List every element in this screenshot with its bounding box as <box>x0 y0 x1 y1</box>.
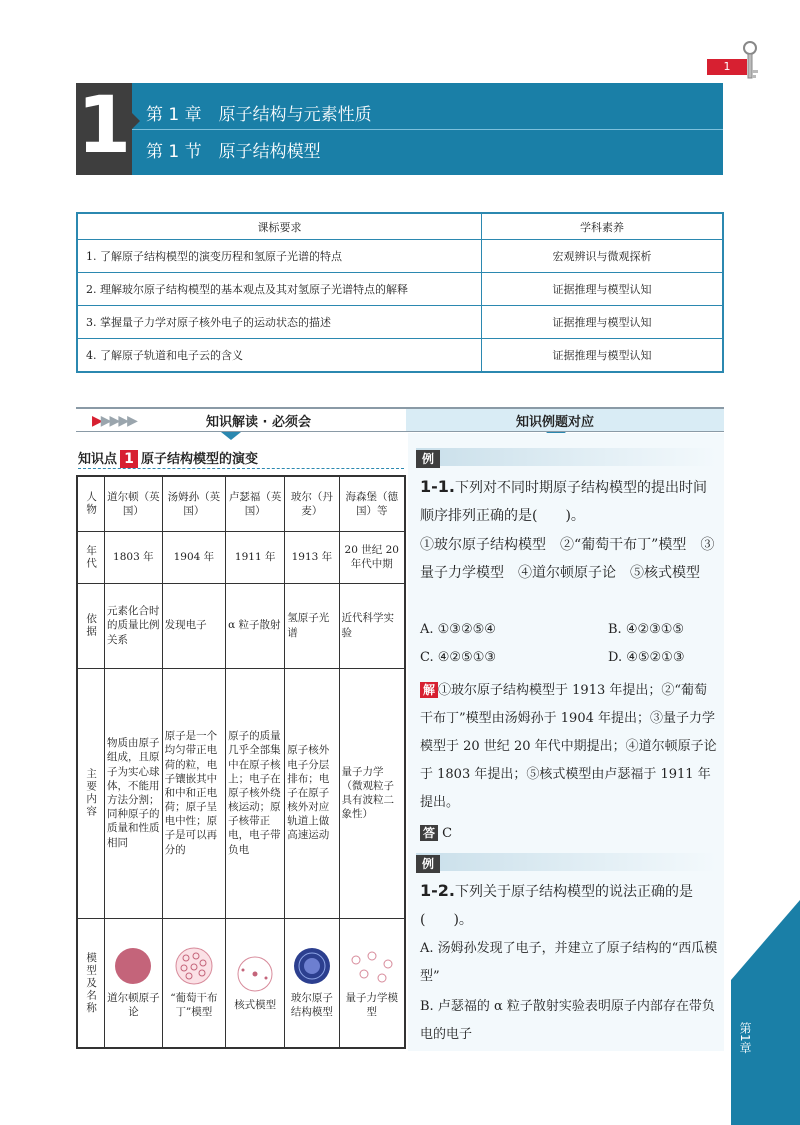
table-row-basis <box>77 583 405 668</box>
requirement-cell: 3. 掌握量子力学对原子核外电子的运动状态的描述 <box>77 306 482 339</box>
model-name: 核式模型 <box>234 998 277 1011</box>
year-cell: 1911 年 <box>226 531 285 583</box>
table-row <box>77 240 723 273</box>
pointer-left-icon <box>221 432 241 440</box>
table-row-models <box>77 918 405 1048</box>
kp-label: 知识点 <box>78 452 118 467</box>
model-cell-dalton <box>105 918 163 1048</box>
key-icon <box>737 40 763 84</box>
header-curriculum: 课标要求 <box>77 213 482 240</box>
requirement-cell: 2. 理解玻尔原子结构模型的基本观点及其对氢原子光谱特点的解释 <box>77 273 482 306</box>
option-b: B. 卢瑟福的 α 粒子散射实验表明原子内部存在带负电的电子 <box>420 999 715 1042</box>
question-text: 下列关于原子结构模型的说法正确的是( )。 <box>420 884 693 928</box>
literacy-cell: 证据推理与模型认知 <box>482 273 724 306</box>
content-cell: 原子的质量几乎全部集中在原子核上；电子在原子核外绕核运动；原子核带正电，电子带负电 <box>226 668 285 918</box>
content-cell: 量子力学（微观粒子具有波粒二象性） <box>339 668 405 918</box>
model-cell-rutherford <box>226 918 285 1048</box>
header-literacy: 学科素养 <box>482 213 724 240</box>
table-row <box>77 273 723 306</box>
chapter-number: 1 <box>76 81 132 171</box>
bohr-model-icon <box>292 946 332 986</box>
solid-sphere-icon <box>113 946 153 986</box>
row-head-people <box>77 476 105 531</box>
table-row-people <box>77 476 405 531</box>
example-tag <box>416 448 716 466</box>
table-row <box>77 306 723 339</box>
basis-cell: 氢原子光谱 <box>285 583 339 668</box>
year-cell: 1913 年 <box>285 531 339 583</box>
question-number: 1-2. <box>420 881 455 900</box>
plum-pudding-icon <box>172 946 216 986</box>
basis-cell: 元素化合时的质量比例关系 <box>105 583 163 668</box>
table-row <box>77 339 723 373</box>
content-cell: 原子是一个均匀带正电荷的粒，电子镶嵌其中和中和正电荷；原子呈电中性；原子是可以再分的 <box>162 668 225 918</box>
arrows-icon: ▶▶▶▶▶ <box>92 413 136 429</box>
row-head-label: 人物 <box>85 491 98 517</box>
solution-text: ①玻尔原子结构模型于 1913 年提出；②“葡萄干布丁”模型由汤姆孙于 1904 年提出；③量子力学模型于 20 世纪 20 年代中期提出；④道尔顿原子论于 1803 年提出；⑤核式模型由卢瑟福于 1911 年提出。 <box>420 683 717 810</box>
basis-cell: 发现电子 <box>162 583 225 668</box>
kp-title: 原子结构模型的演变 <box>141 452 259 467</box>
example-label: 例 <box>416 855 440 873</box>
page-number: 1 <box>707 59 747 75</box>
example-tag <box>416 853 716 871</box>
row-head-basis <box>77 583 105 668</box>
row-head-label: 模型及名称 <box>85 951 98 1014</box>
option-a: A. ①③②⑤④ <box>420 622 496 637</box>
person-cell: 卢瑟福（英国） <box>226 476 285 531</box>
row-head-label: 主要内容 <box>85 768 98 818</box>
table-row-years <box>77 531 405 583</box>
quantum-model-icon <box>344 946 400 986</box>
content-cell: 物质由原子组成，且原子为实心球体，不能用方法分割；同种原子的质量和性质相同 <box>105 668 163 918</box>
kp-number: 1 <box>120 450 138 468</box>
chapter-side-tab <box>731 900 800 1125</box>
nuclear-model-icon <box>235 954 275 994</box>
model-evolution-table <box>76 475 406 1049</box>
question-stem <box>420 473 718 530</box>
question-stem <box>420 877 718 934</box>
year-cell: 1904 年 <box>162 531 225 583</box>
banner-right-label: 知识例题对应 <box>516 415 595 430</box>
person-cell: 汤姆孙（英国） <box>162 476 225 531</box>
section-title: 第 1 节 原子结构模型 <box>146 142 321 162</box>
literacy-cell: 证据推理与模型认知 <box>482 339 724 373</box>
example-label: 例 <box>416 450 440 468</box>
option-a: A. 汤姆孙发现了电子，并建立了原子结构的“西瓜模型” <box>420 941 718 984</box>
row-head-models <box>77 918 105 1048</box>
chapter-title: 第 1 章 原子结构与元素性质 <box>146 105 372 125</box>
option-d: D. ④⑤②①③ <box>608 650 685 665</box>
model-cell-thomson <box>162 918 225 1048</box>
table-row-contents <box>77 668 405 918</box>
answer-text: C <box>442 826 453 841</box>
model-name: 道尔顿原子论 <box>107 991 160 1018</box>
literacy-cell: 证据推理与模型认知 <box>482 306 724 339</box>
row-head-label: 年代 <box>85 544 98 570</box>
solution-block <box>420 677 718 817</box>
knowledge-point-header <box>78 448 258 468</box>
literacy-cell: 宏观辨识与微观探析 <box>482 240 724 273</box>
standards-table <box>76 212 724 373</box>
section-banner <box>76 407 724 432</box>
question-items: ①玻尔原子结构模型 ②“葡萄干布丁”模型 ③量子力学模型 ④道尔顿原子论 ⑤核式模型 <box>420 537 715 581</box>
row-head-label: 依据 <box>85 613 98 638</box>
person-cell: 海森堡（德国）等 <box>339 476 405 531</box>
row-head-years <box>77 531 105 583</box>
basis-cell: 近代科学实验 <box>339 583 405 668</box>
year-cell: 20 世纪 20 年代中期 <box>339 531 405 583</box>
model-name: 玻尔原子结构模型 <box>290 991 333 1018</box>
year-cell: 1803 年 <box>105 531 163 583</box>
table-header-row <box>77 213 723 240</box>
header-divider <box>132 129 723 130</box>
banner-left-label: 知识解读 · 必须会 <box>206 415 311 430</box>
person-cell: 道尔顿（英国） <box>105 476 163 531</box>
answer-tag: 答 <box>420 825 438 841</box>
model-name: “葡萄干布丁”模型 <box>170 991 218 1018</box>
model-cell-quantum <box>339 918 405 1048</box>
answer-block <box>420 820 718 848</box>
basis-cell: α 粒子散射 <box>226 583 285 668</box>
row-head-contents <box>77 668 105 918</box>
model-name: 量子力学模型 <box>345 991 398 1018</box>
kp-divider <box>78 468 404 469</box>
requirement-cell: 4. 了解原子轨道和电子云的含义 <box>77 339 482 373</box>
solution-tag: 解 <box>420 682 438 698</box>
requirement-cell: 1. 了解原子结构模型的演变历程和氢原子光谱的特点 <box>77 240 482 273</box>
option-c: C. ④②⑤①③ <box>420 650 497 665</box>
chapter-side-label: 第1章 <box>738 1022 752 1054</box>
option-b: B. ④②③①⑤ <box>608 622 685 637</box>
chapter-pointer-icon <box>132 113 140 129</box>
content-cell: 原子核外电子分层排布；电子在原子核外对应轨道上做高速运动 <box>285 668 339 918</box>
question-number: 1-1. <box>420 477 455 496</box>
model-cell-bohr <box>285 918 339 1048</box>
question-text: 下列对不同时期原子结构模型的提出时间顺序排列正确的是( )。 <box>420 480 707 524</box>
person-cell: 玻尔（丹麦） <box>285 476 339 531</box>
